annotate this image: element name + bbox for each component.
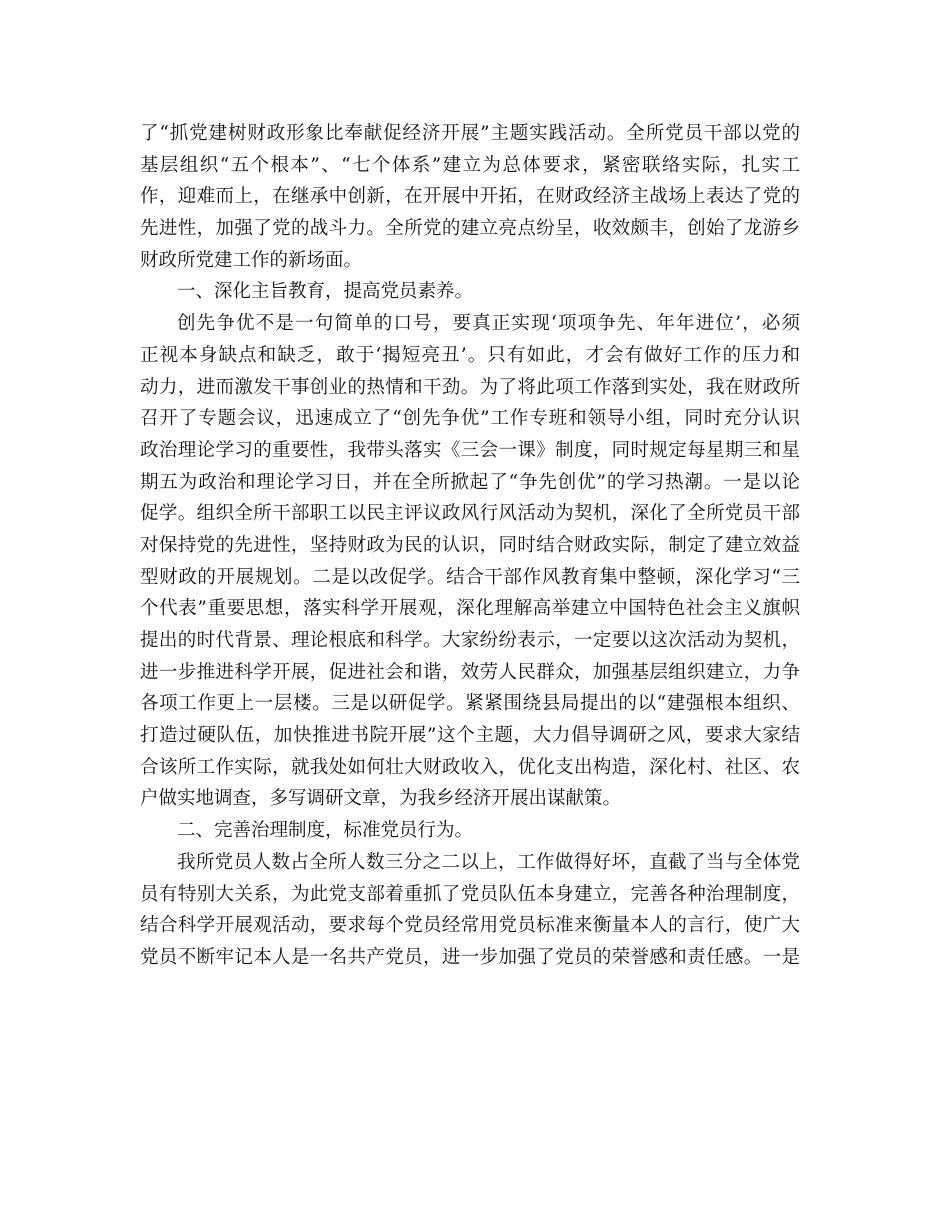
text-line: 个代表”重要思想，落实科学开展观，深化理解高举建立中国特色社会主义旗帜 bbox=[140, 598, 800, 620]
text-line: 期五为政治和理论学习日，并在全所掀起了“争先创优”的学习热潮。一是以论 bbox=[140, 471, 800, 493]
text-line: 提出的时代背景、理论根底和科学。大家纷纷表示，一定要以这次活动为契机， bbox=[140, 630, 800, 651]
text-line: 正视本身缺点和缺乏，敢于‘揭短亮丑’。只有如此，才会有做好工作的压力和 bbox=[140, 344, 800, 366]
text-line: 二、完善治理制度，标准党员行为。 bbox=[177, 820, 474, 842]
text-line: 型财政的开展规划。二是以改促学。结合干部作风教育集中整顿，深化学习“三 bbox=[140, 566, 800, 588]
paragraph bbox=[140, 118, 800, 276]
text-line: 户做实地调查，多写调研文章，为我乡经济开展出谋献策。 bbox=[140, 788, 622, 810]
text-line: 作，迎难而上，在继承中创新，在开展中开拓，在财政经济主战场上表达了党的 bbox=[140, 186, 800, 208]
section-heading bbox=[140, 815, 800, 847]
text-line: 打造过硬队伍，加快推进书院开展”这个主题，大力倡导调研之风，要求大家结 bbox=[140, 725, 800, 747]
text-line: 员有特别大关系，为此党支部着重抓了党员队伍本身建立，完善各种治理制度， bbox=[140, 883, 800, 905]
text-line: 了“抓党建树财政形象比奉献促经济开展”主题实践活动。全所党员干部以党的 bbox=[140, 123, 800, 144]
text-line: 财政所党建工作的新场面。 bbox=[140, 249, 363, 271]
text-line: 我所党员人数占全所人数三分之二以上，工作做得好坏，直截了当与全体党 bbox=[177, 851, 800, 873]
text-line: 召开了专题会议，迅速成立了“创先争优”工作专班和领导小组，同时充分认识 bbox=[140, 408, 800, 430]
text-line: 进一步推进科学开展，促进社会和谐，效劳人民群众，加强基层组织建立，力争 bbox=[140, 661, 800, 683]
text-line: 对保持党的先进性，坚持财政为民的认识，同时结合财政实际，制定了建立效益 bbox=[140, 534, 800, 556]
text-line: 先进性，加强了党的战斗力。全所党的建立亮点纷呈，收效颇丰，创始了龙游乡 bbox=[140, 218, 800, 240]
text-line: 合该所工作实际，就我处如何壮大财政收入，优化支出构造，深化村、社区、农 bbox=[140, 756, 800, 778]
text-line: 党员不断牢记本人是一名共产党员，进一步加强了党员的荣誉感和责任感。一是 bbox=[140, 946, 800, 968]
text-line: 政治理论学习的重要性，我带头落实《三会一课》制度，同时规定每星期三和星 bbox=[140, 439, 800, 461]
text-line: 结合科学开展观活动，要求每个党员经常用党员标准来衡量本人的言行，使广大 bbox=[140, 915, 800, 937]
text-line: 动力，进而激发干事创业的热情和干劲。为了将此项工作落到实处，我在财政所 bbox=[140, 376, 800, 398]
text-line: 促学。组织全所干部职工以民主评议政风行风活动为契机，深化了全所党员干部 bbox=[140, 503, 800, 525]
paragraph bbox=[140, 847, 800, 974]
paragraph bbox=[140, 308, 800, 815]
document-body bbox=[140, 118, 800, 974]
text-line: 基层组织“五个根本”、“七个体系”建立为总体要求，紧密联络实际，扎实工 bbox=[140, 154, 800, 176]
text-line: 各项工作更上一层楼。三是以研促学。紧紧围绕县局提出的以“建强根本组织、 bbox=[140, 693, 800, 715]
text-line: 一、深化主旨教育，提高党员素养。 bbox=[177, 281, 474, 303]
text-line: 创先争优不是一句简单的口号，要真正实现‘项项争先、年年进位’，必须 bbox=[177, 313, 800, 335]
section-heading bbox=[140, 276, 800, 308]
